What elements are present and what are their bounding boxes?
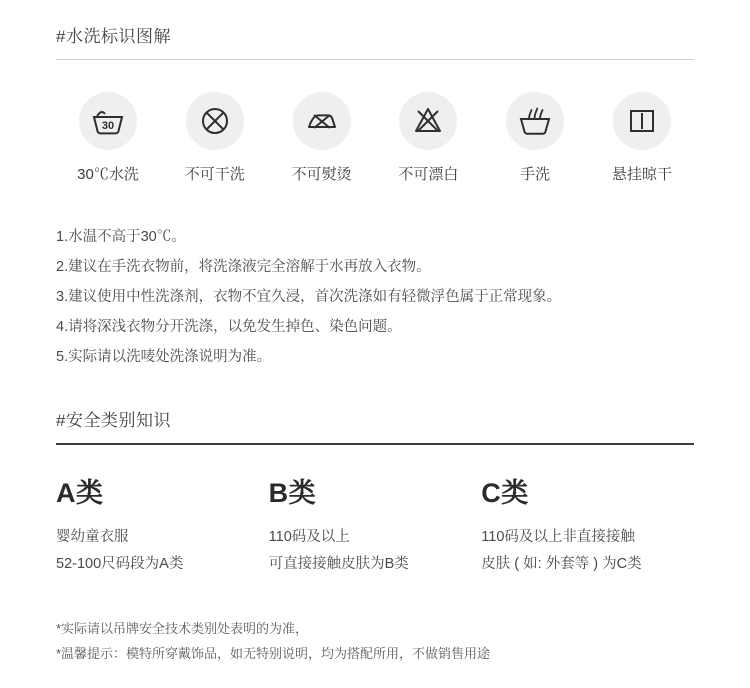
wash-symbol-item (60, 92, 156, 184)
category-title: B类 (268, 478, 317, 508)
safety-category-b (269, 471, 482, 578)
safety-category-heading: #安全类别知识 (56, 372, 694, 445)
hang-dry-icon (613, 92, 671, 150)
wash-symbol-item (167, 92, 263, 184)
wash-symbol-label: 不可熨烫 (291, 166, 352, 183)
category-line: 可直接接触皮肤为B类 (268, 556, 409, 572)
wash-symbol-label: 悬挂晾干 (611, 166, 672, 183)
no-bleach-triangle-cross-icon (399, 92, 457, 150)
wash-symbol-label: 不可漂白 (398, 166, 459, 183)
wash-symbol-item (274, 92, 370, 184)
safety-category-a (56, 471, 269, 578)
care-note: 5.实际请以洗唛处洗涤说明为准。 (56, 349, 272, 365)
category-line: 52-100尺码段为A类 (56, 556, 184, 572)
safety-category-c (481, 471, 694, 578)
category-title: C类 (481, 478, 529, 508)
category-desc (269, 524, 468, 578)
wash-symbol-label: 不可干洗 (184, 166, 245, 183)
category-line: 皮肤 ( 如: 外套等 ) 为C类 (481, 556, 642, 572)
care-note: 2.建议在手洗衣物前，将洗涤液完全溶解于水再放入衣物。 (56, 259, 431, 275)
category-line: 婴幼童衣服 (56, 529, 129, 545)
wash-guide-heading: #水洗标识图解 (56, 0, 694, 60)
care-notes-list (56, 222, 694, 372)
footnote-list (56, 616, 694, 666)
category-line: 110码及以上 (268, 529, 350, 545)
no-dry-clean-circle-cross-icon (186, 92, 244, 150)
category-desc (481, 524, 680, 578)
hand-wash-icon (506, 92, 564, 150)
wash-symbol-label: 手洗 (520, 166, 551, 183)
category-line: 110码及以上非直接接触 (481, 529, 635, 545)
wash-tub-30-icon (79, 92, 137, 150)
footnote: *温馨提示：模特所穿戴饰品，如无特别说明，均为搭配所用，不做销售用途 (56, 646, 491, 661)
care-note: 1.水温不高于30℃。 (56, 229, 186, 245)
no-iron-cross-icon (293, 92, 351, 150)
care-note: 3.建议使用中性洗涤剂，衣物不宜久浸，首次洗涤如有轻微浮色属于正常现象。 (56, 289, 562, 305)
wash-symbol-item (594, 92, 690, 184)
wash-symbol-item (380, 92, 476, 184)
wash-symbol-row (56, 92, 694, 184)
category-title: A类 (56, 478, 104, 508)
footnote: *实际请以吊牌安全技术类别处表明的为准， (56, 621, 309, 636)
wash-symbol-item (487, 92, 583, 184)
category-desc (56, 524, 255, 578)
care-note: 4.请将深浅衣物分开洗涤，以免发生掉色、染色问题。 (56, 319, 402, 335)
wash-symbol-label: 30℃水洗 (77, 166, 139, 183)
safety-category-row (56, 471, 694, 578)
svg-text:30: 30 (101, 120, 115, 132)
